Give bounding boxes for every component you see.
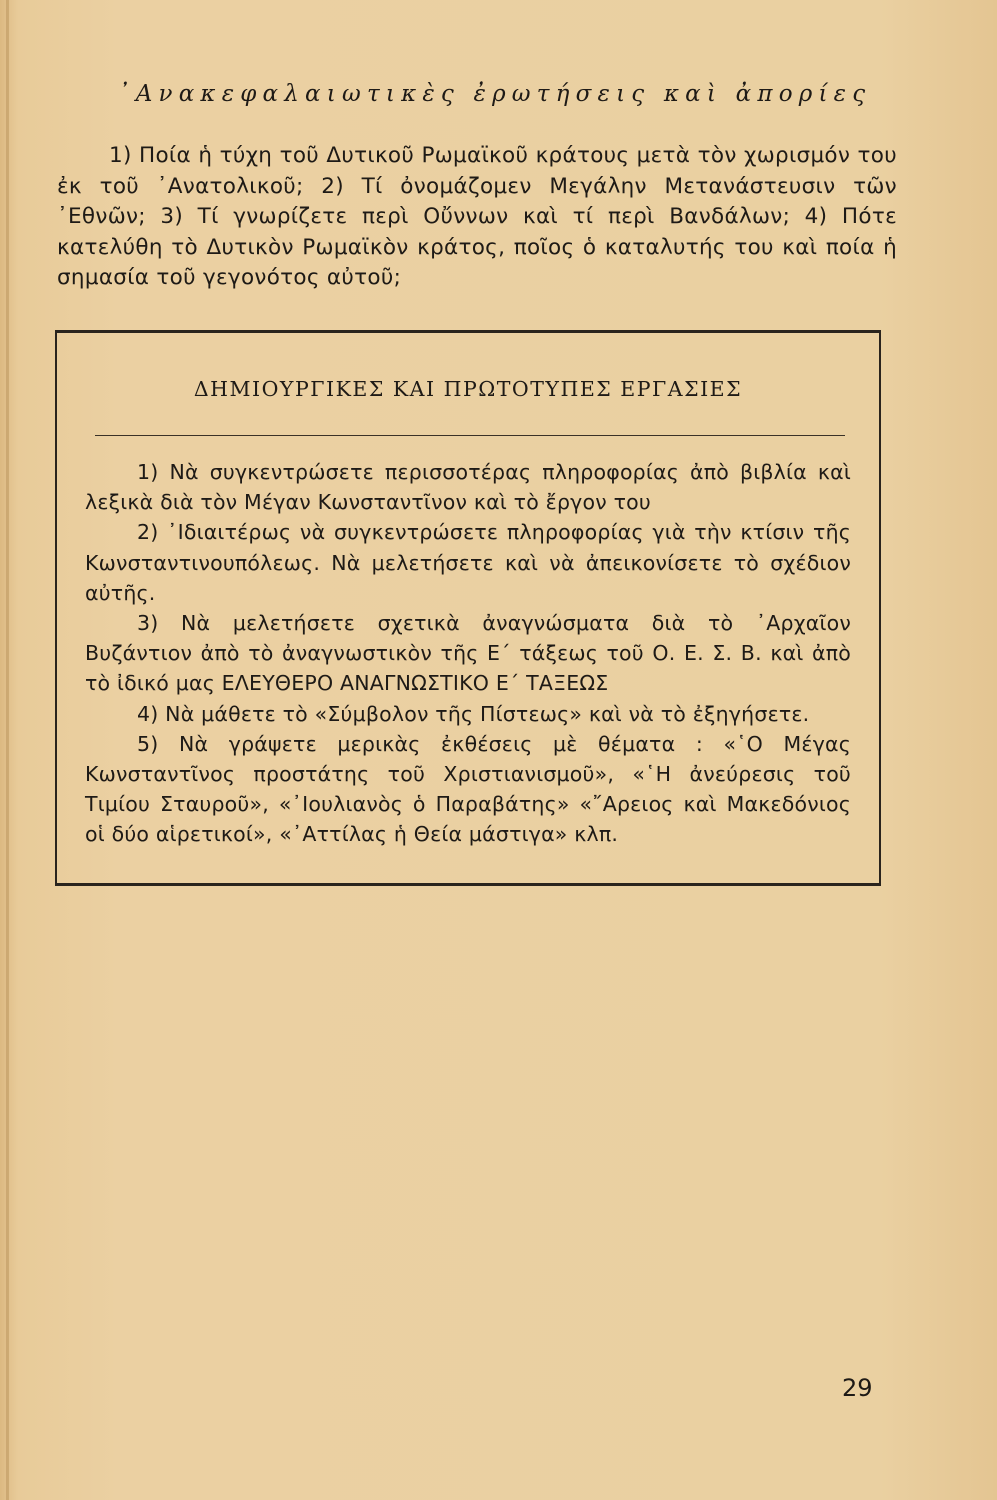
box-title: ΔΗΜΙΟΥΡΓΙΚΕΣ ΚΑΙ ΠΡΩΤΟΤΥΠΕΣ ΕΡΓΑΣΙΕΣ [193, 377, 743, 401]
page-edge [6, 0, 9, 1500]
page-number: 29 [842, 1374, 873, 1402]
task-list [85, 457, 851, 850]
task-item: 4) Νὰ μάθετε τὸ «Σύμβολον τῆς Πίστεως» καὶ νὰ τὸ ἐξηγήσετε. [137, 701, 810, 726]
task-item: 2) ᾿Ιδιαιτέρως νὰ συγκεντρώσετε πληροφορίας γιὰ τὴν κτίσιν τῆς Κωνσταντινουπόλεως. Νὰ μελετήσετε καὶ νὰ ἀπεικονίσετε τὸ σχέδιον αὐτῆς. [85, 520, 851, 605]
section-heading: ᾿Ανακεφαλαιωτικὲς ἐρωτήσεις καὶ ἀπορίες [118, 81, 872, 107]
review-questions-paragraph: 1) Ποία ἡ τύχη τοῦ Δυτικοῦ Ρωμαϊκοῦ κράτους μετὰ τὸν χωρισμόν του ἐκ τοῦ ᾿Ανατολικοῦ; 2) Τί ὀνομάζομεν Μεγάλην Μετανάστευσιν τῶν ᾿Εθνῶν; 3) Τί γνωρίζετε περὶ Οὔννων καὶ τί περὶ Βανδάλων; 4) Πότε κατελύθη τὸ Δυτικὸν Ρωμαϊκὸν κράτος, ποῖος ὁ καταλυτής του καὶ ποία ἡ σημασία τοῦ γεγονότος αὐτοῦ; [57, 143, 897, 290]
task-item: 1) Νὰ συγκεντρώσετε περισσοτέρας πληροφορίας ἀπὸ βιβλία καὶ λεξικὰ διὰ τὸν Μέγαν Κωνσταντῖνον καὶ τὸ ἔργον του [85, 460, 851, 515]
task-item: 5) Νὰ γράψετε μερικὰς ἐκθέσεις μὲ θέματα : «῾Ο Μέγας Κωνσταντῖνος προστάτης τοῦ Χριστιανισμοῦ», «῾Η ἀνεύρεσις τοῦ Τιμίου Σταυροῦ», «᾿Ιουλιανὸς ὁ Παραβάτης» «῎Αρειος καὶ Μακεδόνιος οἱ δύο αἱρετικοί», «᾿Αττίλας ἡ Θεία μάστιγα» κλπ. [85, 731, 851, 847]
creative-tasks-box [55, 330, 881, 886]
task-item: 3) Νὰ μελετήσετε σχετικὰ ἀναγνώσματα διὰ τὸ ᾿Αρχαῖον Βυζάντιον ἀπὸ τὸ ἀναγνωστικὸν τῆς Ε΄ τάξεως τοῦ Ο. Ε. Σ. Β. καὶ ἀπὸ τὸ ἰδικό μας ΕΛΕΥΘΕΡΟ ΑΝΑΓΝΩΣΤΙΚΟ Ε΄ ΤΑΞΕΩΣ [85, 611, 851, 696]
box-divider [95, 435, 845, 436]
